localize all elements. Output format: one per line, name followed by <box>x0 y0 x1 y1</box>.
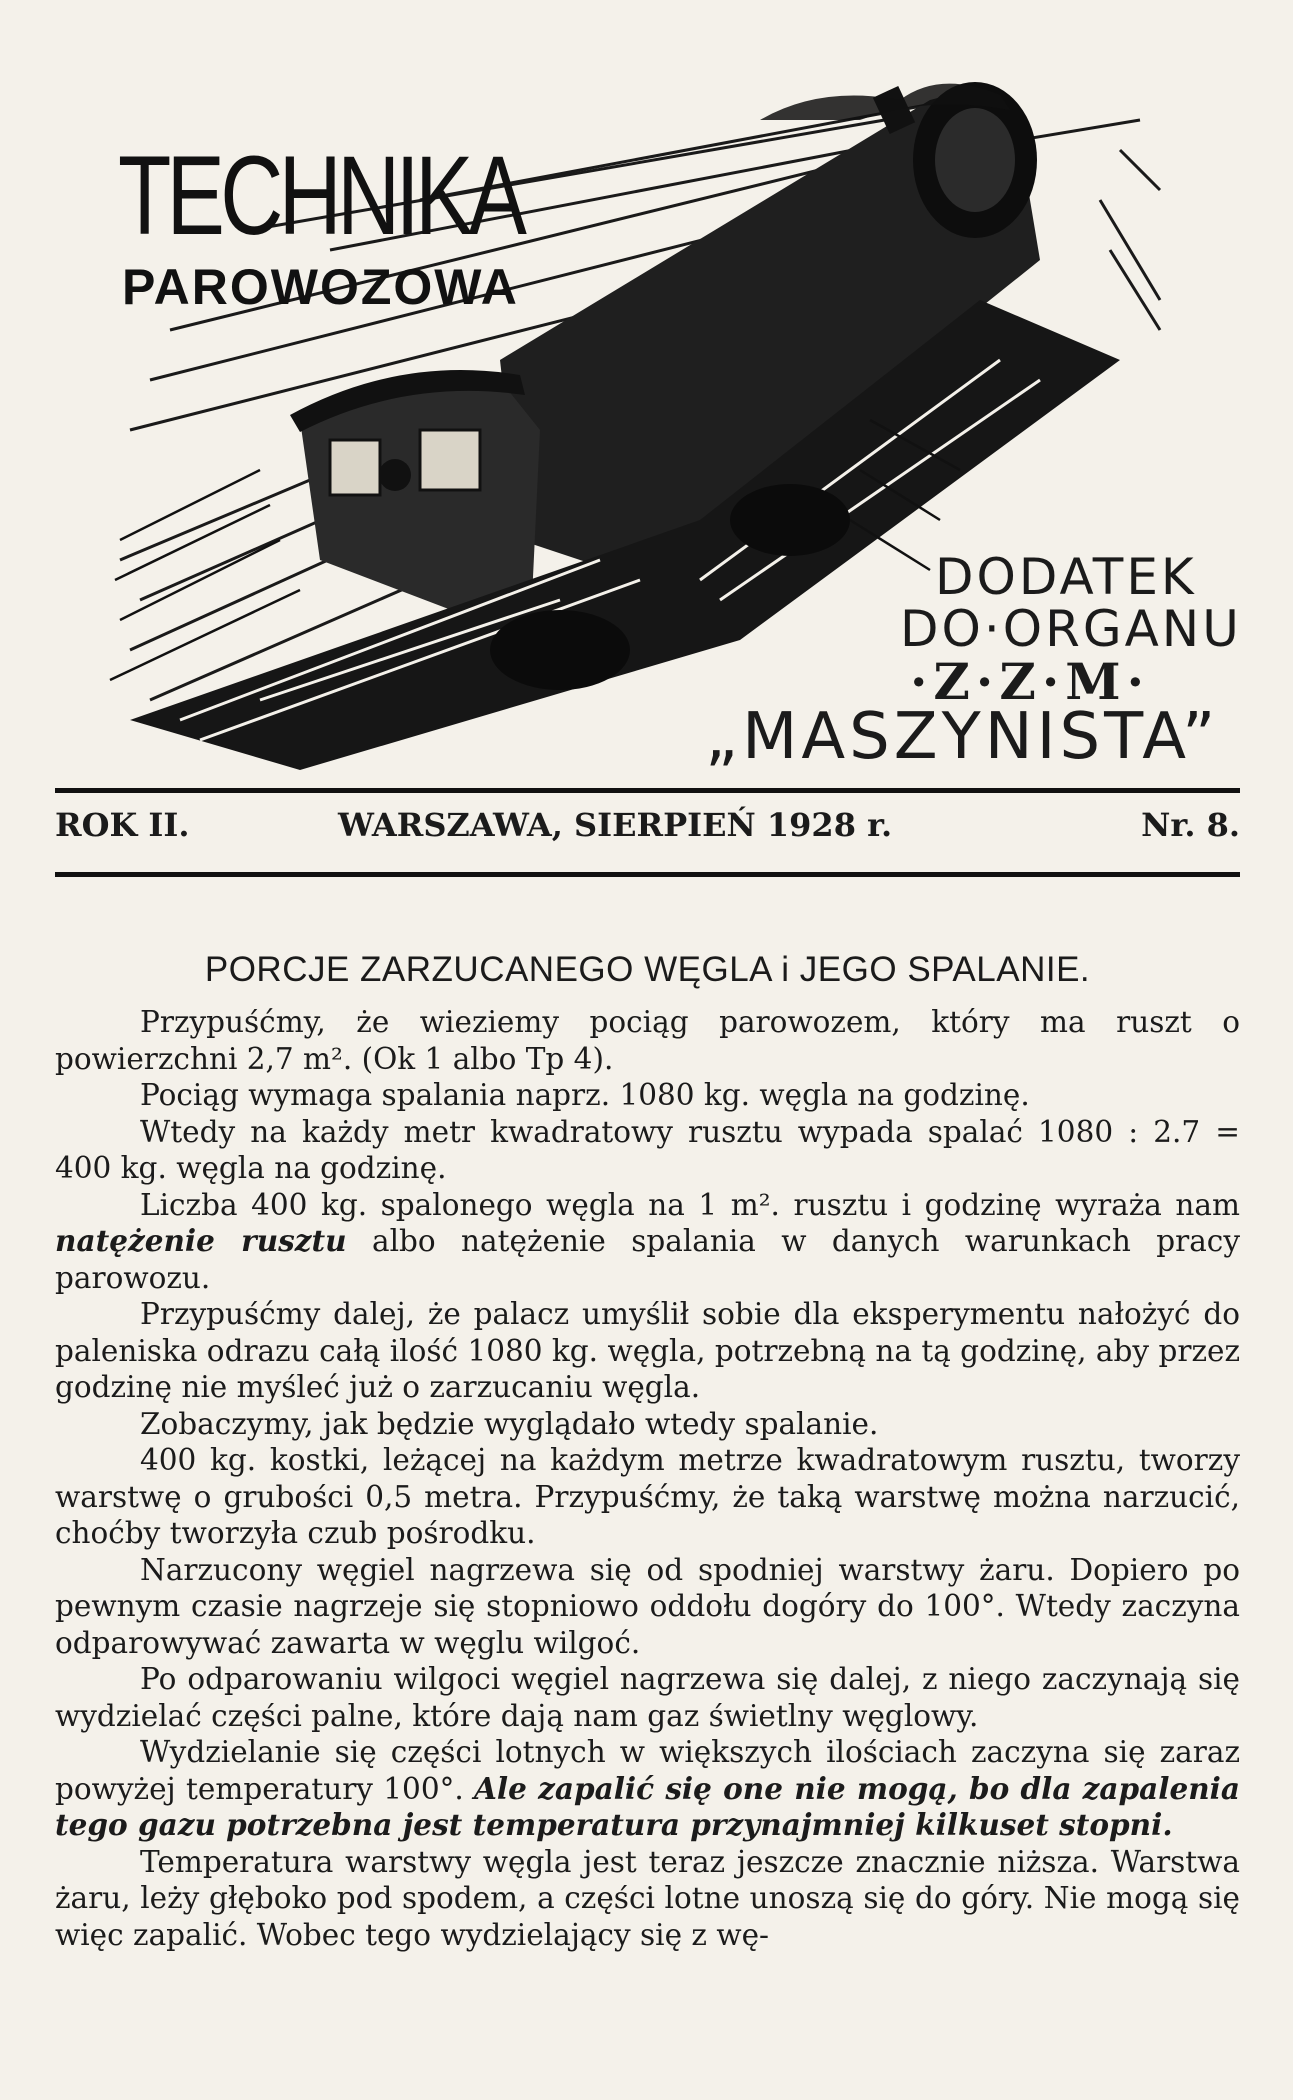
supplement-line-1: DODATEK <box>935 548 1197 606</box>
supplement-line-2: DO·ORGANU <box>900 600 1242 658</box>
masthead-title: TECHNIKA <box>118 133 523 258</box>
bottom-rule <box>55 872 1240 877</box>
issue-year: ROK II. <box>55 806 190 844</box>
article <box>55 950 1240 1953</box>
emphasis: natężenie rusztu <box>55 1223 347 1258</box>
paragraph: Temperatura warstwy węgla jest teraz jeszcze znacznie niższa. Warstwa żaru, leży głęboko pod spodem, a części lotne unoszą się do góry. Nie mogą się więc zapalić. Wobec tego wydzielający się z wę- <box>55 1844 1240 1952</box>
paragraph: Zobaczymy, jak będzie wyglądało wtedy spalanie. <box>140 1406 879 1441</box>
paragraph <box>55 1734 1240 1844</box>
paragraph <box>55 1187 1240 1297</box>
paragraph: Wtedy na każdy metr kwadratowy rusztu wypada spalać 1080 : 2.7 = 400 kg. węgla na godzinę. <box>55 1114 1240 1185</box>
article-title: PORCJE ZARZUCANEGO WĘGLA i JEGO SPALANIE. <box>204 950 1091 989</box>
text-run: Wydzielanie się części lotnych w większych ilościach zaczyna się zaraz powyżej temperatury 100°. <box>55 1735 1240 1806</box>
paragraph: Przypuśćmy dalej, że palacz umyślił sobie dla eksperymentu nałożyć do paleniska odrazu całą ilość 1080 kg. węgla, potrzebną na tą godzinę, aby przez godzinę nie myśleć już o zarzucaniu węgla. <box>55 1297 1240 1404</box>
issue-line <box>55 806 1240 856</box>
masthead-subtitle: PAROWOZOWA <box>122 259 519 315</box>
top-rule <box>55 788 1240 793</box>
paragraph: Pociąg wymaga spalania naprz. 1080 kg. węgla na godzinę. <box>140 1078 1030 1112</box>
issue-number: Nr. 8. <box>1141 806 1240 844</box>
supplement-line-4: „MASZYNISTA” <box>705 700 1220 774</box>
text-run: Liczba 400 kg. spalonego węgla na 1 m². rusztu i godzinę wyraża nam <box>140 1187 1240 1222</box>
article-body <box>55 1004 1240 1953</box>
paragraph: Przypuśćmy, że wieziemy pociąg parowozem, który ma ruszt o powierzchni 2,7 m². (Ok 1 albo Tp 4). <box>55 1005 1240 1076</box>
supplement-line-3: ·Z·Z·M· <box>910 652 1150 711</box>
masthead <box>0 0 1293 790</box>
text-run: albo natężenie spalania w danych warunkach pracy parowozu. <box>55 1224 1240 1295</box>
paragraph: 400 kg. kostki, leżącej na każdym metrze kwadratowym rusztu, tworzy warstwę o grubości 0,5 metra. Przypuśćmy, że taką warstwę można narzucić, choćby tworzyła czub pośrodku. <box>55 1443 1240 1550</box>
paragraph: Po odparowaniu wilgoci węgiel nagrzewa się dalej, z niego zaczynają się wydzielać części palne, które dają nam gaz świetlny węglowy. <box>55 1662 1240 1733</box>
emphasis: Ale zapalić się one nie mogą, bo dla zapalenia tego gazu potrzebna jest temperatura przynajmniej kilkuset stopni. <box>55 1770 1240 1842</box>
paragraph: Narzucony węgiel nagrzewa się od spodniej warstwy żaru. Dopiero po pewnym czasie nagrzeje się stopniowo oddołu dogóry do 100°. Wtedy zaczyna odparowywać zawarta w węglu wilgoć. <box>55 1552 1240 1660</box>
issue-place-date: WARSZAWA, SIERPIEŃ 1928 r. <box>338 806 893 844</box>
